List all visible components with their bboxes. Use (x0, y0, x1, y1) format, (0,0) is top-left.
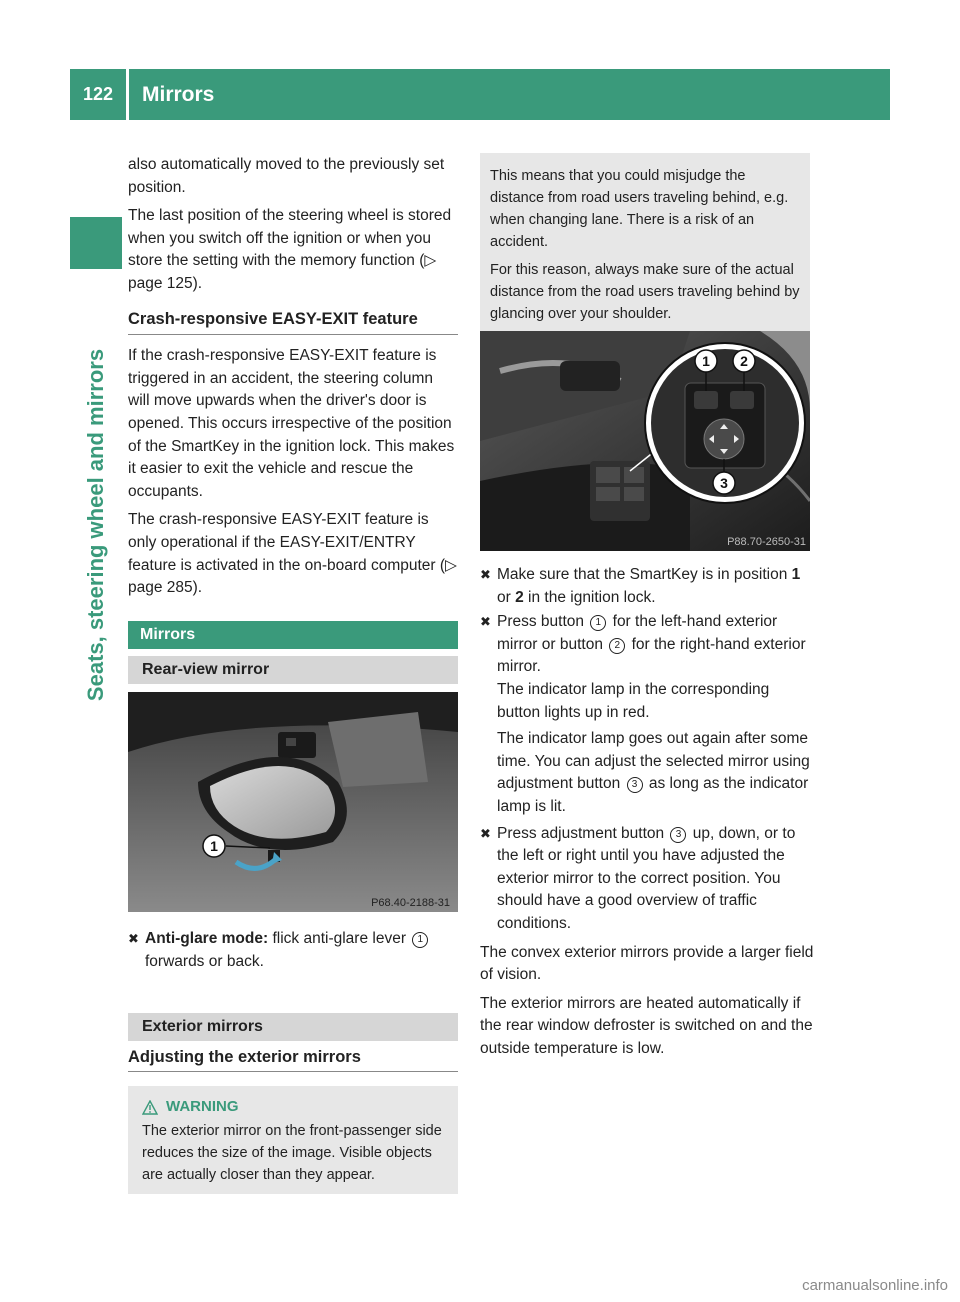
antiglare-step (128, 928, 458, 973)
callout-1: 1 (702, 353, 710, 369)
step-text: as long as the indicator lamp is lit. (497, 775, 809, 815)
step-text: for the left-hand exterior mirror or button (497, 613, 778, 653)
step-item (128, 928, 458, 973)
paragraph: The convex exterior mirrors provide a larger field of vision. (480, 943, 814, 984)
door-mirror-switch-photo (480, 331, 810, 551)
step-text: Press adjustment button (497, 824, 669, 842)
header-divider (126, 69, 129, 120)
section-band-exterior: Exterior mirrors (128, 1013, 458, 1041)
step-label: Anti-glare mode: (145, 930, 269, 947)
step-item (480, 564, 814, 609)
callout-ref-1: 1 (412, 932, 428, 948)
site-watermark[interactable]: carmanualsonline.info (802, 1277, 948, 1294)
side-tab-label: Seats, steering wheel and mirrors (83, 348, 109, 702)
paragraph: The exterior mirrors are heated automatically if the rear window defroster is switched on and the outside temperature is low. (480, 994, 813, 1057)
callout-1: 1 (210, 838, 218, 854)
step-arrow-icon: ✖ (480, 614, 491, 630)
position-1: 1 (791, 566, 801, 583)
step-item (480, 823, 814, 936)
callout-ref-1: 1 (590, 615, 606, 631)
step-note: The indicator lamp in the corresponding button lights up in red. (497, 680, 770, 721)
paragraph: If the crash-responsive EASY-EXIT feature is triggered in an accident, the steering column will move upwards when the driver's door is opened. This occurs irrespective of the position of the SmartKey in the ignition lock. This makes it easier to exit the vehicle and rescue the occupants. (128, 347, 455, 500)
step-text: flick anti-glare lever (268, 930, 411, 947)
step-arrow-icon: ✖ (480, 567, 491, 582)
rear-view-mirror-photo (128, 692, 458, 912)
step-item (480, 611, 814, 818)
side-tab (68, 315, 124, 735)
step-text: The indicator lamp goes out again after some time. You can adjust the selected mirror using adjustment button (497, 730, 810, 793)
step-text: up, down, or to the left or right until you have adjusted the exterior mirror to the correct position. You should have a good overview of traffic conditions. (497, 824, 796, 932)
step-text: or (497, 588, 516, 606)
step-arrow-icon: ✖ (128, 931, 139, 946)
door-panel-illustration (480, 331, 810, 551)
warning-title (142, 1096, 448, 1118)
step-text: Press button (497, 613, 589, 631)
side-tab-marker (70, 217, 122, 269)
callout-2: 2 (740, 353, 748, 369)
left-column (128, 154, 458, 606)
section-band-rear-view: Rear-view mirror (128, 656, 458, 684)
step-text: Make sure that the SmartKey is in position (497, 566, 792, 583)
callout-3: 3 (720, 475, 728, 491)
image-code: P68.40-2188-31 (371, 897, 450, 909)
section-heading-adjust: Adjusting the exterior mirrors (128, 1048, 458, 1072)
callout-ref-2: 2 (609, 638, 625, 654)
step-arrow-icon: ✖ (480, 825, 491, 841)
step-text: for the right-hand exterior mirror. (497, 635, 806, 676)
warning-triangle-icon (142, 1100, 158, 1115)
paragraph: also automatically moved to the previously set position. (128, 156, 445, 196)
section-band-mirrors: Mirrors (128, 621, 458, 649)
image-code: P88.70-2650-31 (727, 536, 806, 548)
paragraph: This means that you could misjudge the distance from road users traveling behind, e.g. when changing lane. There is a risk of an accident. (490, 168, 789, 250)
warning-label: WARNING (166, 1098, 239, 1115)
warning-text: The exterior mirror on the front-passenger side reduces the size of the image. Visible objects are actually closer than they appear. (142, 1123, 442, 1183)
rear-view-mirror-illustration (128, 692, 458, 912)
warning-box (128, 1086, 458, 1194)
position-2: 2 (515, 588, 524, 606)
step-note (497, 728, 814, 818)
callout-ref-3: 3 (670, 827, 686, 843)
paragraph: For this reason, always make sure of the actual distance from the road users traveling behind by glancing over your shoulder. (490, 262, 800, 322)
page-title: Mirrors (142, 82, 215, 106)
paragraph: The last position of the steering wheel is stored when you switch off the ignition or when you store the setting with the memory function (▷ page 125). (128, 207, 452, 292)
section-heading: Crash-responsive EASY-EXIT feature (128, 308, 458, 336)
step-text: in the ignition lock. (523, 588, 656, 606)
right-column (480, 564, 814, 1066)
warning-continuation-box (480, 153, 810, 335)
step-text-end: forwards or back. (145, 952, 264, 970)
paragraph: The crash-responsive EASY-EXIT feature is only operational if the EASY-EXIT/ENTRY feature is activated in the on-board computer (▷ page 285). (128, 511, 457, 597)
callout-ref-3: 3 (627, 777, 643, 793)
page-number: 122 (82, 84, 114, 104)
